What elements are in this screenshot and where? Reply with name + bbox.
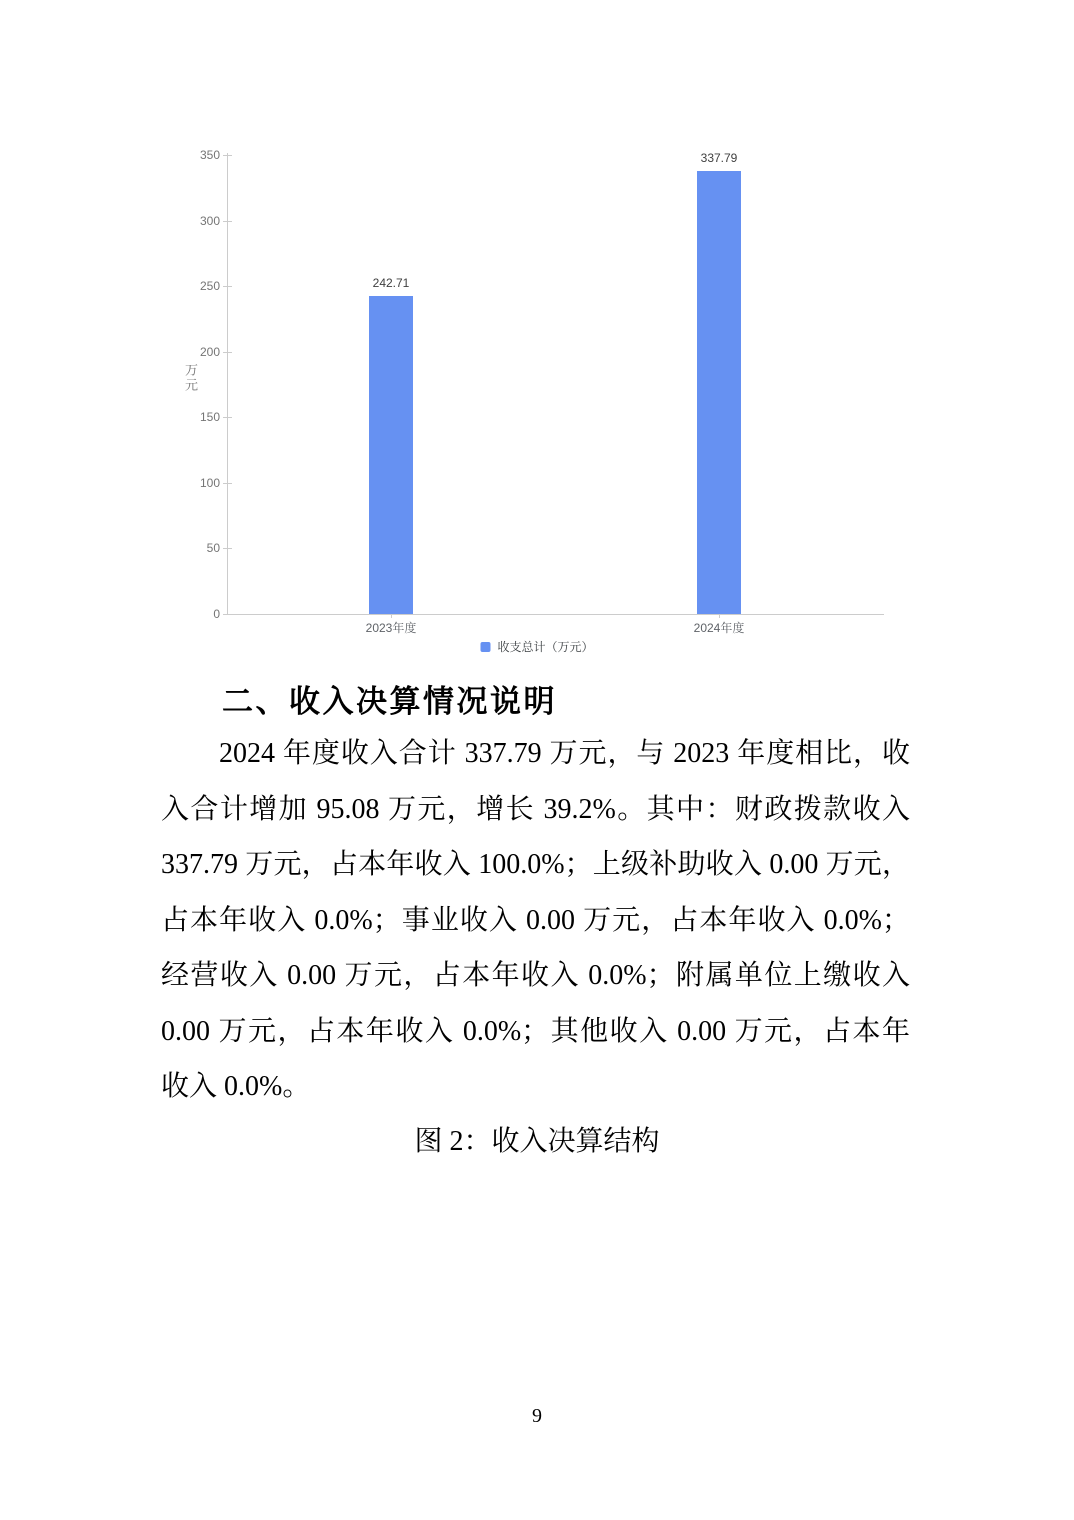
paragraph-line: 入合计增加 95.08 万元，增长 39.2%。其中：财政拨款收入 [161, 793, 910, 825]
y-axis-tick-label: 300 [199, 213, 220, 228]
legend-label: 收支总计（万元） [497, 640, 594, 654]
y-axis-tick-label: 100 [199, 475, 220, 490]
x-axis-category-label: 2023年度 [365, 621, 417, 635]
figure-caption: 图 2：收入决算结构 [414, 1126, 660, 1157]
y-axis-tick [223, 483, 232, 484]
paragraph-line: 经营收入 0.00 万元，占本年收入 0.0%；附属单位上缴收入 [161, 960, 910, 991]
bar-2023年度 [369, 296, 413, 614]
income-expense-bar-chart [0, 0, 1074, 670]
paragraph-line: 占本年收入 0.0%；事业收入 0.00 万元，占本年收入 0.0%； [161, 904, 910, 936]
y-axis-tick [223, 548, 232, 549]
paragraph-line: 0.00 万元，占本年收入 0.0%；其他收入 0.00 万元，占本年 [161, 1015, 910, 1047]
y-axis-tick [223, 352, 232, 353]
page-number: 9 [532, 1405, 542, 1427]
x-axis-line [227, 614, 884, 615]
y-axis-tick [223, 614, 232, 615]
section-heading: 二、收入决算情况说明 [222, 684, 557, 719]
paragraph-line: 2024 年度收入合计 337.79 万元，与 2023 年度相比，收 [219, 738, 910, 769]
x-axis-tick [719, 614, 720, 618]
y-axis-tick [223, 286, 232, 287]
legend-marker [480, 642, 490, 652]
paragraph-line: 收入 0.0%。 [161, 1071, 311, 1102]
y-axis-tick-label: 150 [199, 410, 220, 425]
y-axis-tick-label: 250 [199, 279, 220, 294]
y-axis-title: 万元 [183, 363, 198, 393]
y-axis-tick-label: 50 [206, 541, 220, 556]
y-axis-tick-label: 200 [199, 344, 220, 359]
body-paragraph [161, 726, 910, 1115]
bar-2024年度 [697, 171, 741, 614]
paragraph-line: 337.79 万元，占本年收入 100.0%；上级补助收入 0.00 万元， [161, 849, 910, 880]
x-axis-category-label: 2024年度 [693, 621, 745, 635]
x-axis-tick [391, 614, 392, 618]
y-axis-tick-label: 350 [199, 148, 220, 162]
y-axis-tick [223, 155, 232, 156]
bar-value-label: 337.79 [700, 151, 738, 165]
bar-value-label: 242.71 [372, 275, 410, 290]
chart-legend [480, 638, 593, 656]
y-axis-tick [223, 221, 232, 222]
y-axis-tick [223, 417, 232, 418]
y-axis-line [227, 153, 228, 615]
y-axis-tick-label: 0 [213, 607, 220, 621]
